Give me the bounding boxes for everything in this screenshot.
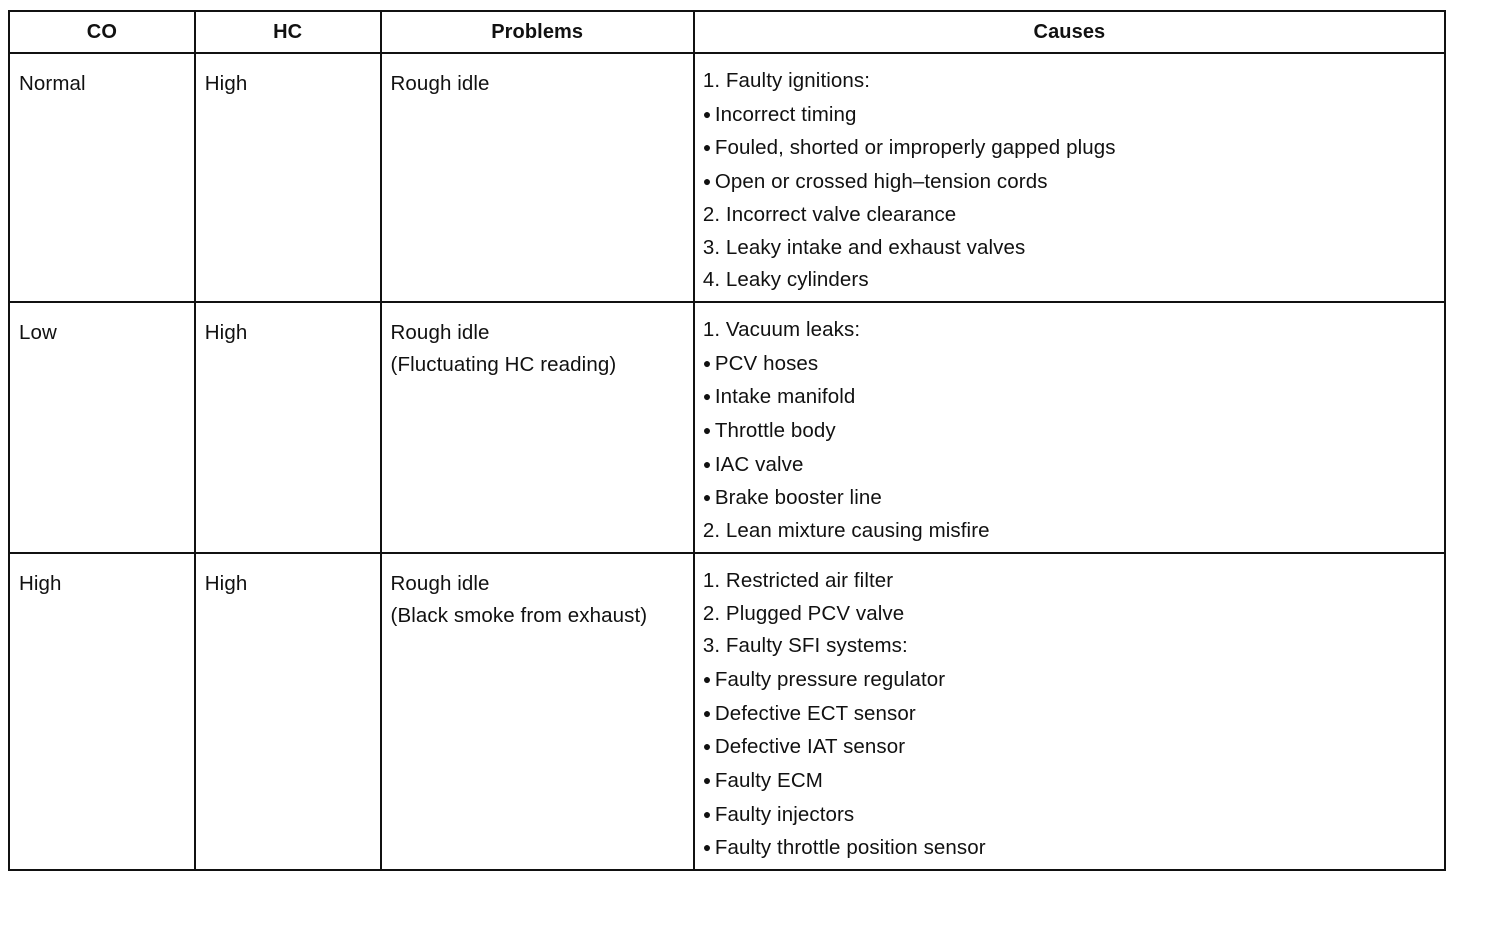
bullet-icon: ● xyxy=(702,455,712,472)
problem-line: Rough idle xyxy=(390,571,490,595)
header-co: CO xyxy=(9,11,195,53)
diagnosis-table xyxy=(8,10,1446,871)
cause-line: ● Faulty injectors xyxy=(703,798,1436,832)
co-value: High xyxy=(19,571,62,595)
hc-cell xyxy=(195,53,381,302)
bullet-icon: ● xyxy=(702,704,712,721)
cause-line: 1. Faulty ignitions: xyxy=(702,69,871,92)
co-cell xyxy=(9,553,195,870)
cause-line: ● Defective ECT sensor xyxy=(703,697,1436,731)
causes-cell xyxy=(694,553,1445,870)
cause-line: 1. Vacuum leaks: xyxy=(702,317,861,341)
cause-line: 4. Leaky cylinders xyxy=(702,268,869,292)
bullet-icon: ● xyxy=(702,139,712,156)
cause-line: ● Defective IAT sensor xyxy=(703,730,1436,764)
bullet-icon: ● xyxy=(702,805,712,822)
cause-line: 2. Plugged PCV valve xyxy=(702,601,905,625)
cause-line: ● Faulty ECM xyxy=(703,764,1436,798)
cause-line: 2. Lean mixture causing misfire xyxy=(702,519,990,543)
co-value: Normal xyxy=(19,72,86,95)
header-hc: HC xyxy=(195,11,381,53)
bullet-icon: ● xyxy=(702,839,712,856)
bullet-icon: ● xyxy=(702,489,712,506)
cause-line: 2. Incorrect valve clearance xyxy=(702,202,957,226)
problems-cell xyxy=(381,302,694,553)
causes-cell xyxy=(694,302,1445,553)
table-row xyxy=(9,553,1445,870)
table-row xyxy=(9,53,1445,302)
table-header-row xyxy=(9,11,1445,53)
hc-value: High xyxy=(204,72,248,95)
hc-value: High xyxy=(204,320,248,344)
bullet-icon: ● xyxy=(702,772,712,789)
problems-cell xyxy=(381,553,694,870)
cause-line: ● Open or crossed high–tension cords xyxy=(703,165,1436,199)
cause-line: 1. Restricted air filter xyxy=(702,568,894,592)
hc-cell xyxy=(195,302,381,553)
problem-line: Rough idle xyxy=(390,72,490,95)
causes-list xyxy=(695,554,1444,869)
problem-line: (Fluctuating HC reading) xyxy=(390,352,617,376)
problem-line: (Black smoke from exhaust) xyxy=(390,603,648,627)
co-value: Low xyxy=(19,320,57,344)
problems-cell xyxy=(381,53,694,302)
cause-line: 3. Faulty SFI systems: xyxy=(702,634,908,658)
header-problems: Problems xyxy=(381,11,694,53)
cause-line: ● Incorrect timing xyxy=(703,98,1436,132)
causes-list xyxy=(695,54,1444,301)
cause-line: 3. Leaky intake and exhaust valves xyxy=(702,235,1026,259)
causes-list xyxy=(695,303,1444,552)
bullet-icon: ● xyxy=(702,354,712,371)
header-causes: Causes xyxy=(694,11,1445,53)
cause-line: ● Intake manifold xyxy=(703,380,1436,414)
bullet-icon: ● xyxy=(702,738,712,755)
problem-line: Rough idle xyxy=(390,320,490,344)
cause-line: ● Fouled, shorted or improperly gapped plugs xyxy=(703,131,1436,165)
causes-cell xyxy=(694,53,1445,302)
bullet-icon: ● xyxy=(702,173,712,190)
bullet-icon: ● xyxy=(702,422,712,439)
cause-line: ● PCV hoses xyxy=(703,347,1436,381)
hc-value: High xyxy=(204,571,248,595)
co-cell xyxy=(9,53,195,302)
cause-line: ● Brake booster line xyxy=(703,481,1436,515)
cause-line: ● Faulty pressure regulator xyxy=(703,663,1436,697)
cause-line: ● Throttle body xyxy=(703,414,1436,448)
bullet-icon: ● xyxy=(702,670,712,687)
bullet-icon: ● xyxy=(702,105,712,122)
bullet-icon: ● xyxy=(702,388,712,405)
hc-cell xyxy=(195,553,381,870)
co-cell xyxy=(9,302,195,553)
cause-line: ● IAC valve xyxy=(703,448,1436,482)
cause-line: ● Faulty throttle position sensor xyxy=(703,831,1436,865)
table-row xyxy=(9,302,1445,553)
